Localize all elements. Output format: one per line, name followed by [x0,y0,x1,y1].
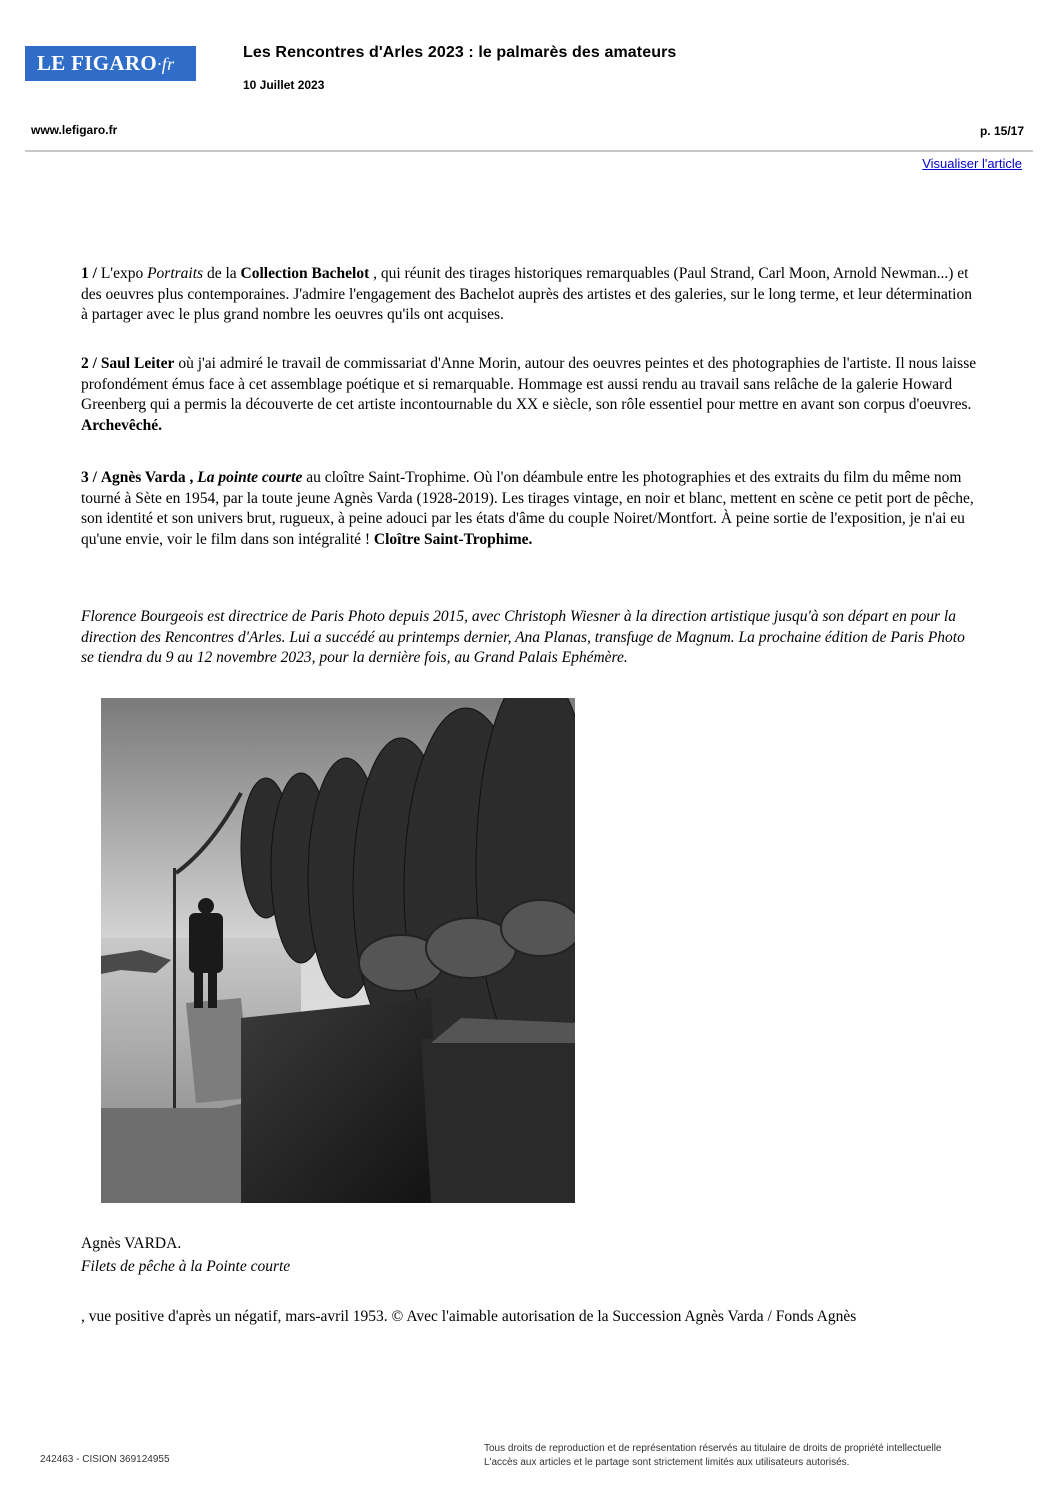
p3-artist-name: Agnès Varda , [100,469,194,486]
p1-text-a: L'expo [96,265,148,282]
p2-text: où j'ai admiré le travail de commissariat d'Anne Morin, autour des oeuvres peintes et des photographies de l'artiste. Il nous laisse profondément émus face à cet assemblage poétique et si remarquable. Hommage est aussi rendu au travail sans relâche de la galerie Howard Greenberg qui a permis la découverte de cet artiste incontournable du XX e siècle, son rôle essentiel pour mettre en avant son corpus d'oeuvres. [81,355,977,414]
header-divider [25,150,1033,152]
p2-artist-name: Saul Leiter [100,355,175,372]
p1-text-c: , qui réunit des tirages historiques remarquables (Paul Strand, Carl Moon, Arnold Newman...) et des oeuvres plus contemporaines. J'admire l'engagement des Bachelot auprès des artistes et des galeries, sur le long terme, et leur détermination à partager avec le plus grand nombre les oeuvres qu'ils ont acquises. [81,265,972,324]
p3-film-title: La pointe courte [197,469,303,486]
paragraph-2 [81,354,981,436]
p2-number: 2 / [81,355,97,372]
p1-collection-name: Collection Bachelot [240,265,370,282]
author-bio: Florence Bourgeois est directrice de Paris Photo depuis 2015, avec Christoph Wiesner à la direction artistique jusqu'à son départ en pour la direction des Rencontres d'Arles. Lui a succédé au printemps dernier, Ana Planas, transfuge de Magnum. La prochaine édition de Paris Photo se tiendra du 9 au 12 novembre 2023, pour la dernière fois, au Grand Palais Ephémère. [81,608,965,667]
p3-number: 3 / [81,469,97,486]
p3-venue: Cloître Saint-Trophime. [373,530,533,548]
p1-number: 1 / [81,265,97,282]
p3-text: au cloître Saint-Trophime. Où l'on déambule entre les photographies et des extraits du film du même nom tourné à Sète en 1954, par la toute jeune Agnès Varda (1928-2019). Les tirages vintage, en noir et blanc, mettent en scène ce petit port de pêche, son identité et son univers brut, rugueux, à peine adouci par les états d'âme du couple Noiret/Montfort. À peine sortie de l'exposition, je n'ai eu qu'une envie, voir le film dans son intégralité ! [81,469,974,548]
p2-venue: Archevêché. [81,416,163,434]
rights-line-2: L'accès aux articles et le partage sont strictement limités aux utilisateurs autorisés. [484,1457,850,1468]
p1-expo-title: Portraits [147,265,204,282]
rights-notice [484,1442,942,1470]
le-figaro-logo [25,46,196,81]
logo-suffix-text: ·fr [156,54,175,74]
rights-line-1: Tous droits de reproduction et de représentation réservés au titulaire de droits de propriété intellectuelle [484,1443,942,1454]
paragraph-3 [81,468,981,550]
site-url: www.lefigaro.fr [31,123,118,137]
article-date: 10 Juillet 2023 [243,78,325,92]
view-article-link[interactable]: Visualiser l'article [922,156,1022,171]
article-photo [101,698,575,1203]
page-number: p. 15/17 [979,124,1024,138]
photo-credit: , vue positive d'après un négatif, mars-avril 1953. © Avec l'aimable autorisation de la Succession Agnès Varda / Fonds Agnès [81,1308,857,1325]
logo-main-text: LE FIGARO [37,51,157,75]
photo-caption-title: Filets de pêche à la Pointe courte [81,1258,291,1275]
p1-text-b: de la [203,265,241,282]
photo-caption-author: Agnès VARDA. [81,1235,182,1252]
paragraph-1 [81,264,981,326]
article-title: Les Rencontres d'Arles 2023 : le palmarès des amateurs [243,44,677,61]
document-id: 242463 - CISION 369124955 [40,1454,170,1465]
